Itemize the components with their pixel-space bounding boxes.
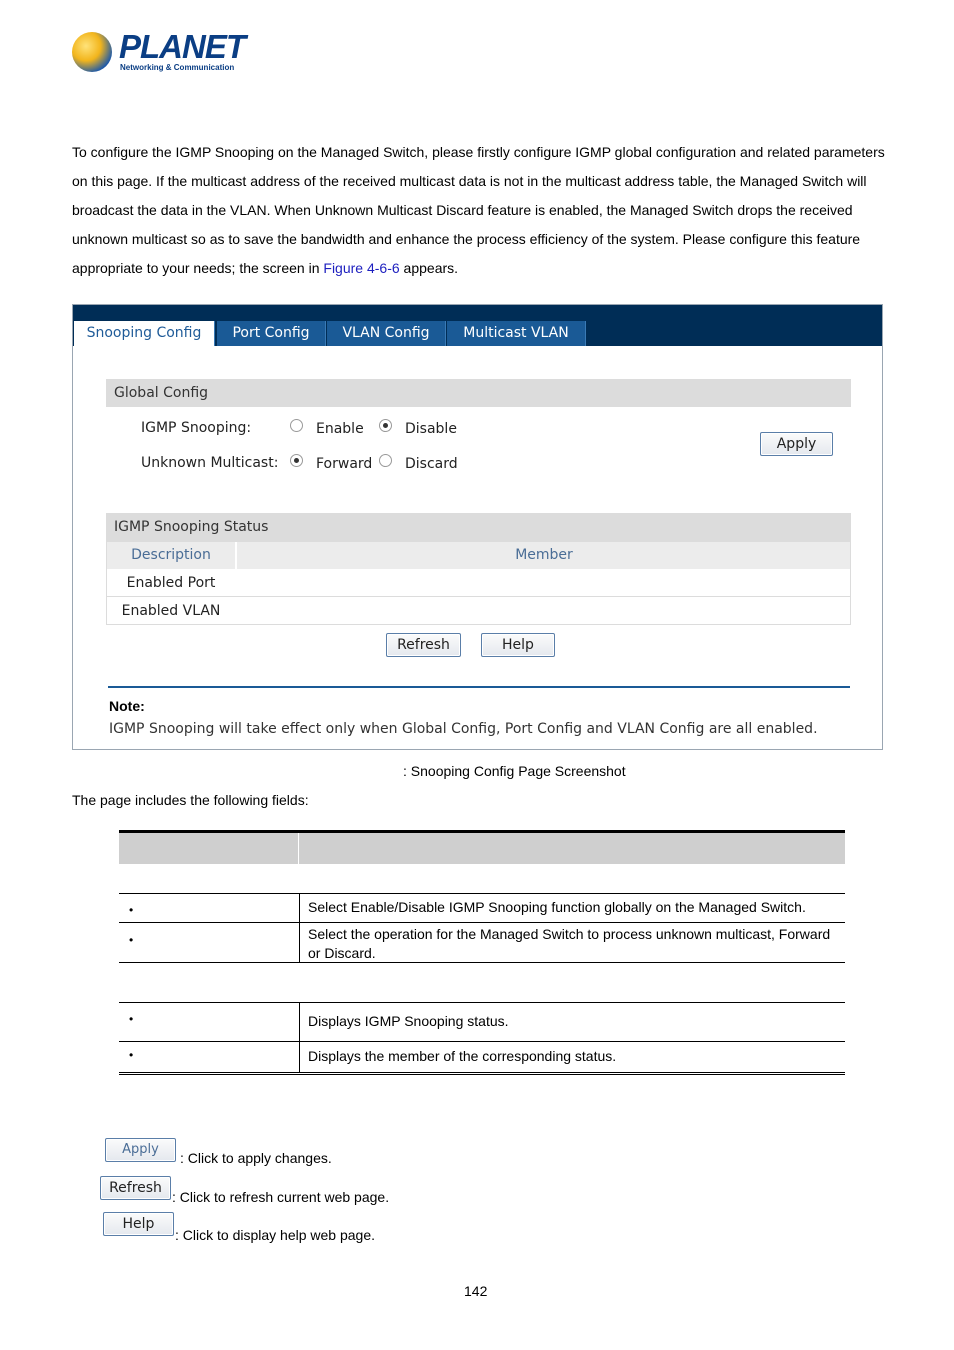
planet-logo <box>72 28 245 74</box>
igmp-enable-label: Enable <box>316 421 364 437</box>
fields-table <box>119 830 845 1075</box>
table-divider <box>299 894 300 963</box>
unknown-forward-label: Forward <box>316 456 373 472</box>
field-desc-igmp-snooping: Select Enable/Disable IGMP Snooping function globally on the Managed Switch. <box>308 899 806 915</box>
row-enabled-port: Enabled Port <box>126 575 216 591</box>
table-divider <box>299 1003 300 1073</box>
unknown-multicast-label: Unknown Multicast: <box>141 455 279 471</box>
legend-apply-text: : Click to apply changes. <box>180 1150 332 1166</box>
tab-port-config[interactable]: Port Config <box>217 321 326 346</box>
bullet-marker: • <box>129 1012 134 1026</box>
field-desc-description: Displays IGMP Snooping status. <box>308 1013 509 1029</box>
legend-help-button[interactable]: Help <box>103 1212 174 1236</box>
table-line <box>119 1072 845 1073</box>
igmp-enable-radio[interactable] <box>290 419 303 432</box>
logo-wordmark: PLANET <box>119 28 245 65</box>
figure-caption: : Snooping Config Page Screenshot <box>403 763 626 779</box>
help-button[interactable]: Help <box>481 633 555 657</box>
logo-tagline: Networking & Communication <box>120 63 235 72</box>
bullet-marker: • <box>129 1048 134 1062</box>
planet-globe-icon <box>72 32 112 72</box>
legend-refresh-button[interactable]: Refresh <box>100 1176 171 1200</box>
table-line <box>119 1074 845 1075</box>
igmp-status-header: IGMP Snooping Status <box>106 513 851 541</box>
note-label: Note: <box>109 698 145 714</box>
table-line <box>119 1002 845 1003</box>
note-divider <box>108 686 850 688</box>
refresh-button[interactable]: Refresh <box>386 633 461 657</box>
table-line <box>119 962 845 963</box>
page-number: 142 <box>464 1283 488 1299</box>
intro-paragraph: To configure the IGMP Snooping on the Managed Switch, please firstly configure IGMP global configuration and related parameters on this page. If the multicast address of the received multicast data is not in the multicast address table, the Managed Switch will broadcast the data in the VLAN. When Unknown Multicast Discard feature is enabled, the Managed Switch drops the received unknown multicast so as to save the bandwidth and enhance the process efficiency of the system. Please configure this feature appropriate to your needs; the screen in Figure 4-6-6 appears. <box>72 144 885 276</box>
col-member: Member <box>515 547 573 563</box>
row-enabled-vlan: Enabled VLAN <box>121 603 221 619</box>
apply-button[interactable]: Apply <box>760 432 833 456</box>
fields-table-header <box>119 830 845 864</box>
bullet-marker: • <box>129 903 134 917</box>
legend-help-text: : Click to display help web page. <box>175 1227 375 1243</box>
unknown-discard-label: Discard <box>405 456 458 472</box>
field-desc-unknown-multicast: Select the operation for the Managed Switch to process unknown multicast, Forward or Discard. <box>308 926 831 961</box>
global-config-header: Global Config <box>106 379 851 407</box>
igmp-snooping-label: IGMP Snooping: <box>141 420 252 436</box>
tab-snooping-config[interactable]: Snooping Config <box>74 321 215 346</box>
col-description: Description <box>131 547 211 563</box>
bullet-marker: • <box>129 933 134 947</box>
legend-refresh-text: : Click to refresh current web page. <box>172 1189 390 1205</box>
field-desc-member: Displays the member of the corresponding status. <box>308 1048 617 1064</box>
unknown-discard-radio[interactable] <box>379 454 392 467</box>
igmp-disable-radio[interactable] <box>379 419 392 432</box>
status-table-border <box>106 541 851 625</box>
unknown-forward-radio[interactable] <box>290 454 303 467</box>
table-line <box>119 893 845 894</box>
legend-apply-button[interactable]: Apply <box>105 1138 176 1162</box>
figure-link[interactable]: Figure 4-6-6 <box>323 260 400 276</box>
table-line <box>119 1041 845 1042</box>
fields-intro: The page includes the following fields: <box>72 792 309 808</box>
tab-vlan-config[interactable]: VLAN Config <box>327 321 446 346</box>
igmp-disable-label: Disable <box>405 421 457 437</box>
note-text: IGMP Snooping will take effect only when Global Config, Port Config and VLAN Config are all enabled. <box>109 721 818 737</box>
table-line <box>119 922 845 923</box>
tab-multicast-vlan[interactable]: Multicast VLAN <box>447 321 586 346</box>
snooping-config-screenshot <box>72 304 883 750</box>
